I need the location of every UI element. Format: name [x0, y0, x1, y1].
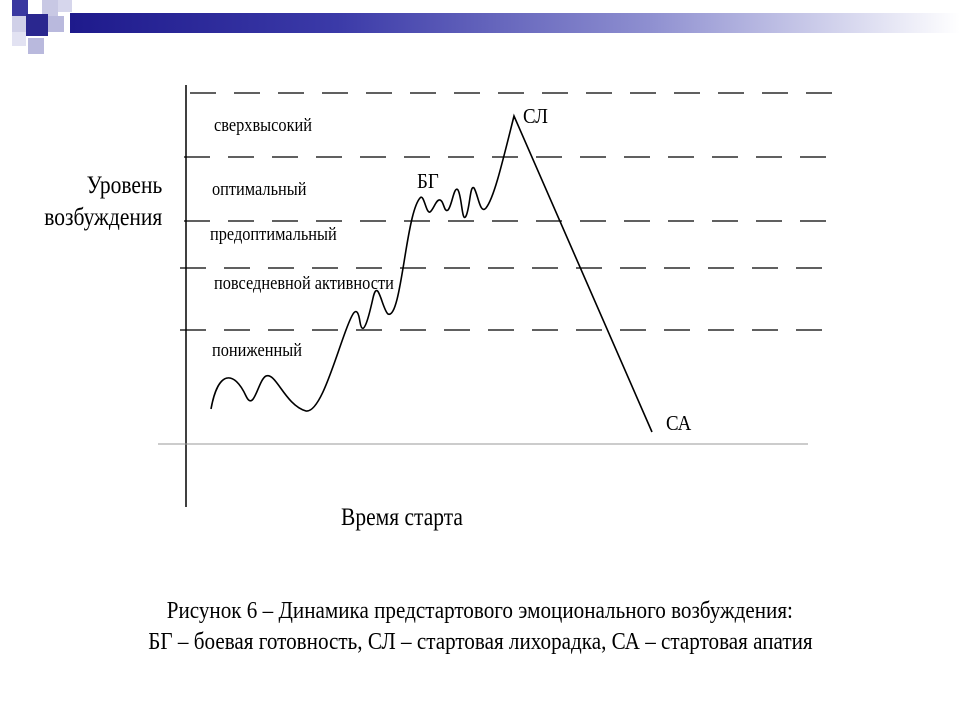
y-axis-label-line1: Уровень: [86, 172, 162, 199]
zone-label-preoptimal: предоптимальный: [210, 224, 337, 245]
point-label-sa: СА: [666, 411, 692, 435]
zone-label-lowered: пониженный: [212, 340, 302, 361]
caption-line2: БГ – боевая готовность, СЛ – стартовая лихорадка, СА – стартовая апатия: [147, 629, 813, 655]
y-axis-label-line2: возбуждения: [43, 204, 162, 231]
point-label-bg: БГ: [417, 169, 439, 193]
x-axis-label: Время старта: [341, 504, 463, 531]
zone-label-optimal: оптимальный: [212, 179, 307, 200]
caption-line1: Рисунок 6 – Динамика предстартового эмоционального возбуждения:: [166, 598, 794, 624]
zone-label-everyday-activity: повседневной активности: [214, 273, 394, 294]
y-axis-label: [44, 170, 162, 234]
figure-caption: [0, 596, 960, 658]
zone-label-superhigh: сверхвысокий: [214, 115, 313, 136]
point-label-sl: СЛ: [523, 104, 548, 128]
